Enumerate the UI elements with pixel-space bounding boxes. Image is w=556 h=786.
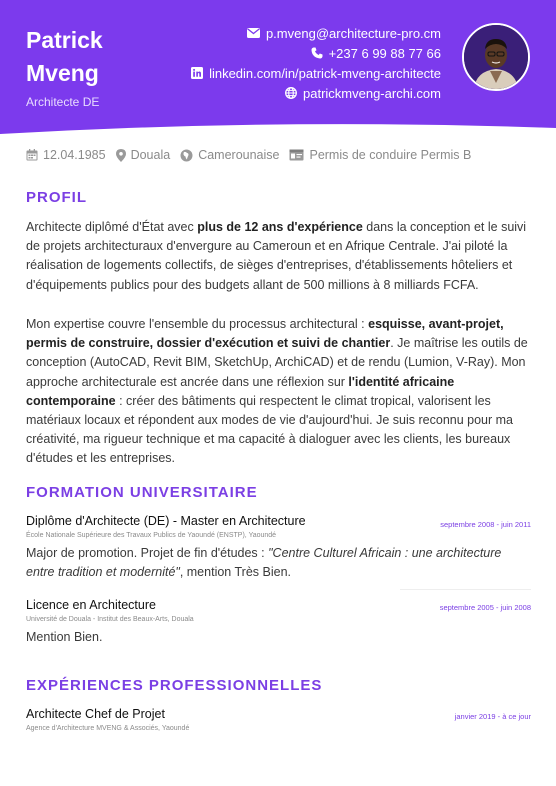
contact-list [191,23,441,103]
linkedin-text: linkedin.com/in/patrick-mveng-architecte [209,65,441,81]
city-text: Douala [130,148,171,162]
globe-africa-icon [180,149,193,162]
calendar-icon [26,149,38,161]
formation-1-text-c: , mention Très Bien. [179,565,291,580]
last-name: Mveng [26,60,99,86]
linkedin-icon [191,67,203,79]
profil-paragraph-1 [26,218,531,295]
experience-1-dates: janvier 2019 - à ce jour [454,712,531,721]
location-pin-icon [116,149,126,162]
profil-p1-text-a: Architecte diplômé d'État avec [26,220,198,234]
info-birthdate [26,148,106,162]
email-text: p.mveng@architecture-pro.cm [265,25,441,41]
profile-photo [464,25,528,89]
license-text: Permis de conduire Permis B [309,148,472,162]
formation-2-school: Université de Douala - Institut des Beaux-Arts, Douala [26,616,194,623]
formation-1-project-title: "Centre Culturel Africain : une architecture entre tradition et modernité" [26,546,502,580]
avatar [462,23,530,91]
formation-1-dates: septembre 2008 - juin 2011 [440,520,531,529]
formation-1-school: École Nationale Supérieure des Travaux Publics de Yaoundé (ENSTP), Yaoundé [26,532,277,539]
id-card-icon [289,149,304,161]
info-city [116,148,171,162]
header [0,0,556,136]
job-title: Architecte DE [26,95,100,109]
contact-phone[interactable] [191,43,441,63]
formation-2-description: Mention Bien. [26,630,103,644]
profil-p1-bold: plus de 12 ans d'expérience [197,220,363,234]
info-nationality [180,148,279,162]
profil-p1-text-c: dans la conception et le suivi de projets architecturaux d'envergure au Cameroun et en Afrique Centrale. J'ai piloté la réalisation de logements collectifs, de sièges d'entreprises, d'établissements hôteliers et d'équipements publics pour des budgets allant de 500 millions à 8 milliards FCFA. [26,220,527,292]
first-name: Patrick [26,27,103,53]
experience-1-position: Architecte Chef de Projet [26,707,165,721]
formation-2-degree: Licence en Architecture [26,598,156,612]
formation-1-description [26,544,531,582]
contact-website[interactable] [191,83,441,103]
envelope-icon [247,28,260,38]
section-title-formation: FORMATION UNIVERSITAIRE [26,484,258,501]
phone-text: +237 6 99 88 77 66 [328,45,441,61]
profil-p2-text-c: . Je maîtrise les outils de conception (AutoCAD, Revit BIM, SketchUp, ArchiCAD) et de rendu (Lumion, V-Ray). Mon approche architecturale est ancrée dans une réflexion sur [26,336,528,389]
personal-info-bar [26,148,481,162]
profil-p2-text-e: : créer des bâtiments qui respectent le climat tropical, valorisent les matériaux locaux et répondent aux modes de vie d'aujourd'hui. Je suis reconnu pour ma créativité, ma rigueur technique et ma capacité à dialoguer avec les clients, les bureaux d'études et les entreprises. [26,393,514,466]
formation-2-dates: septembre 2005 - juin 2008 [439,603,531,612]
section-title-experiences: EXPÉRIENCES PROFESSIONNELLES [26,677,323,694]
profil-p2-text-a: Mon expertise couvre l'ensemble du processus architectural : [26,317,369,331]
nationality-text: Camerounaise [198,148,280,162]
formation-1-degree: Diplôme d'Architecte (DE) - Master en Architecture [26,514,306,528]
profil-p2-bold-1: esquisse, avant-projet, permis de construire, dossier d'exécution et suivi de chantier [26,317,504,351]
globe-icon [285,87,297,99]
full-name [26,24,103,90]
phone-icon [311,47,323,59]
profil-p2-bold-2: l'identité africaine contemporaine [26,374,455,408]
profil-paragraph-2 [26,315,531,469]
experience-1-company: Agence d'Architecture MVENG & Associés, Yaoundé [26,725,190,732]
info-license [289,148,471,162]
website-text: patrickmveng-archi.com [303,85,441,101]
contact-email[interactable] [191,23,441,43]
formation-1-text-a: Major de promotion. Projet de fin d'études : [26,546,269,560]
section-title-profil: PROFIL [26,189,87,206]
contact-linkedin[interactable] [191,63,441,83]
birthdate-text: 12.04.1985 [43,148,106,162]
formation-divider [400,589,531,590]
